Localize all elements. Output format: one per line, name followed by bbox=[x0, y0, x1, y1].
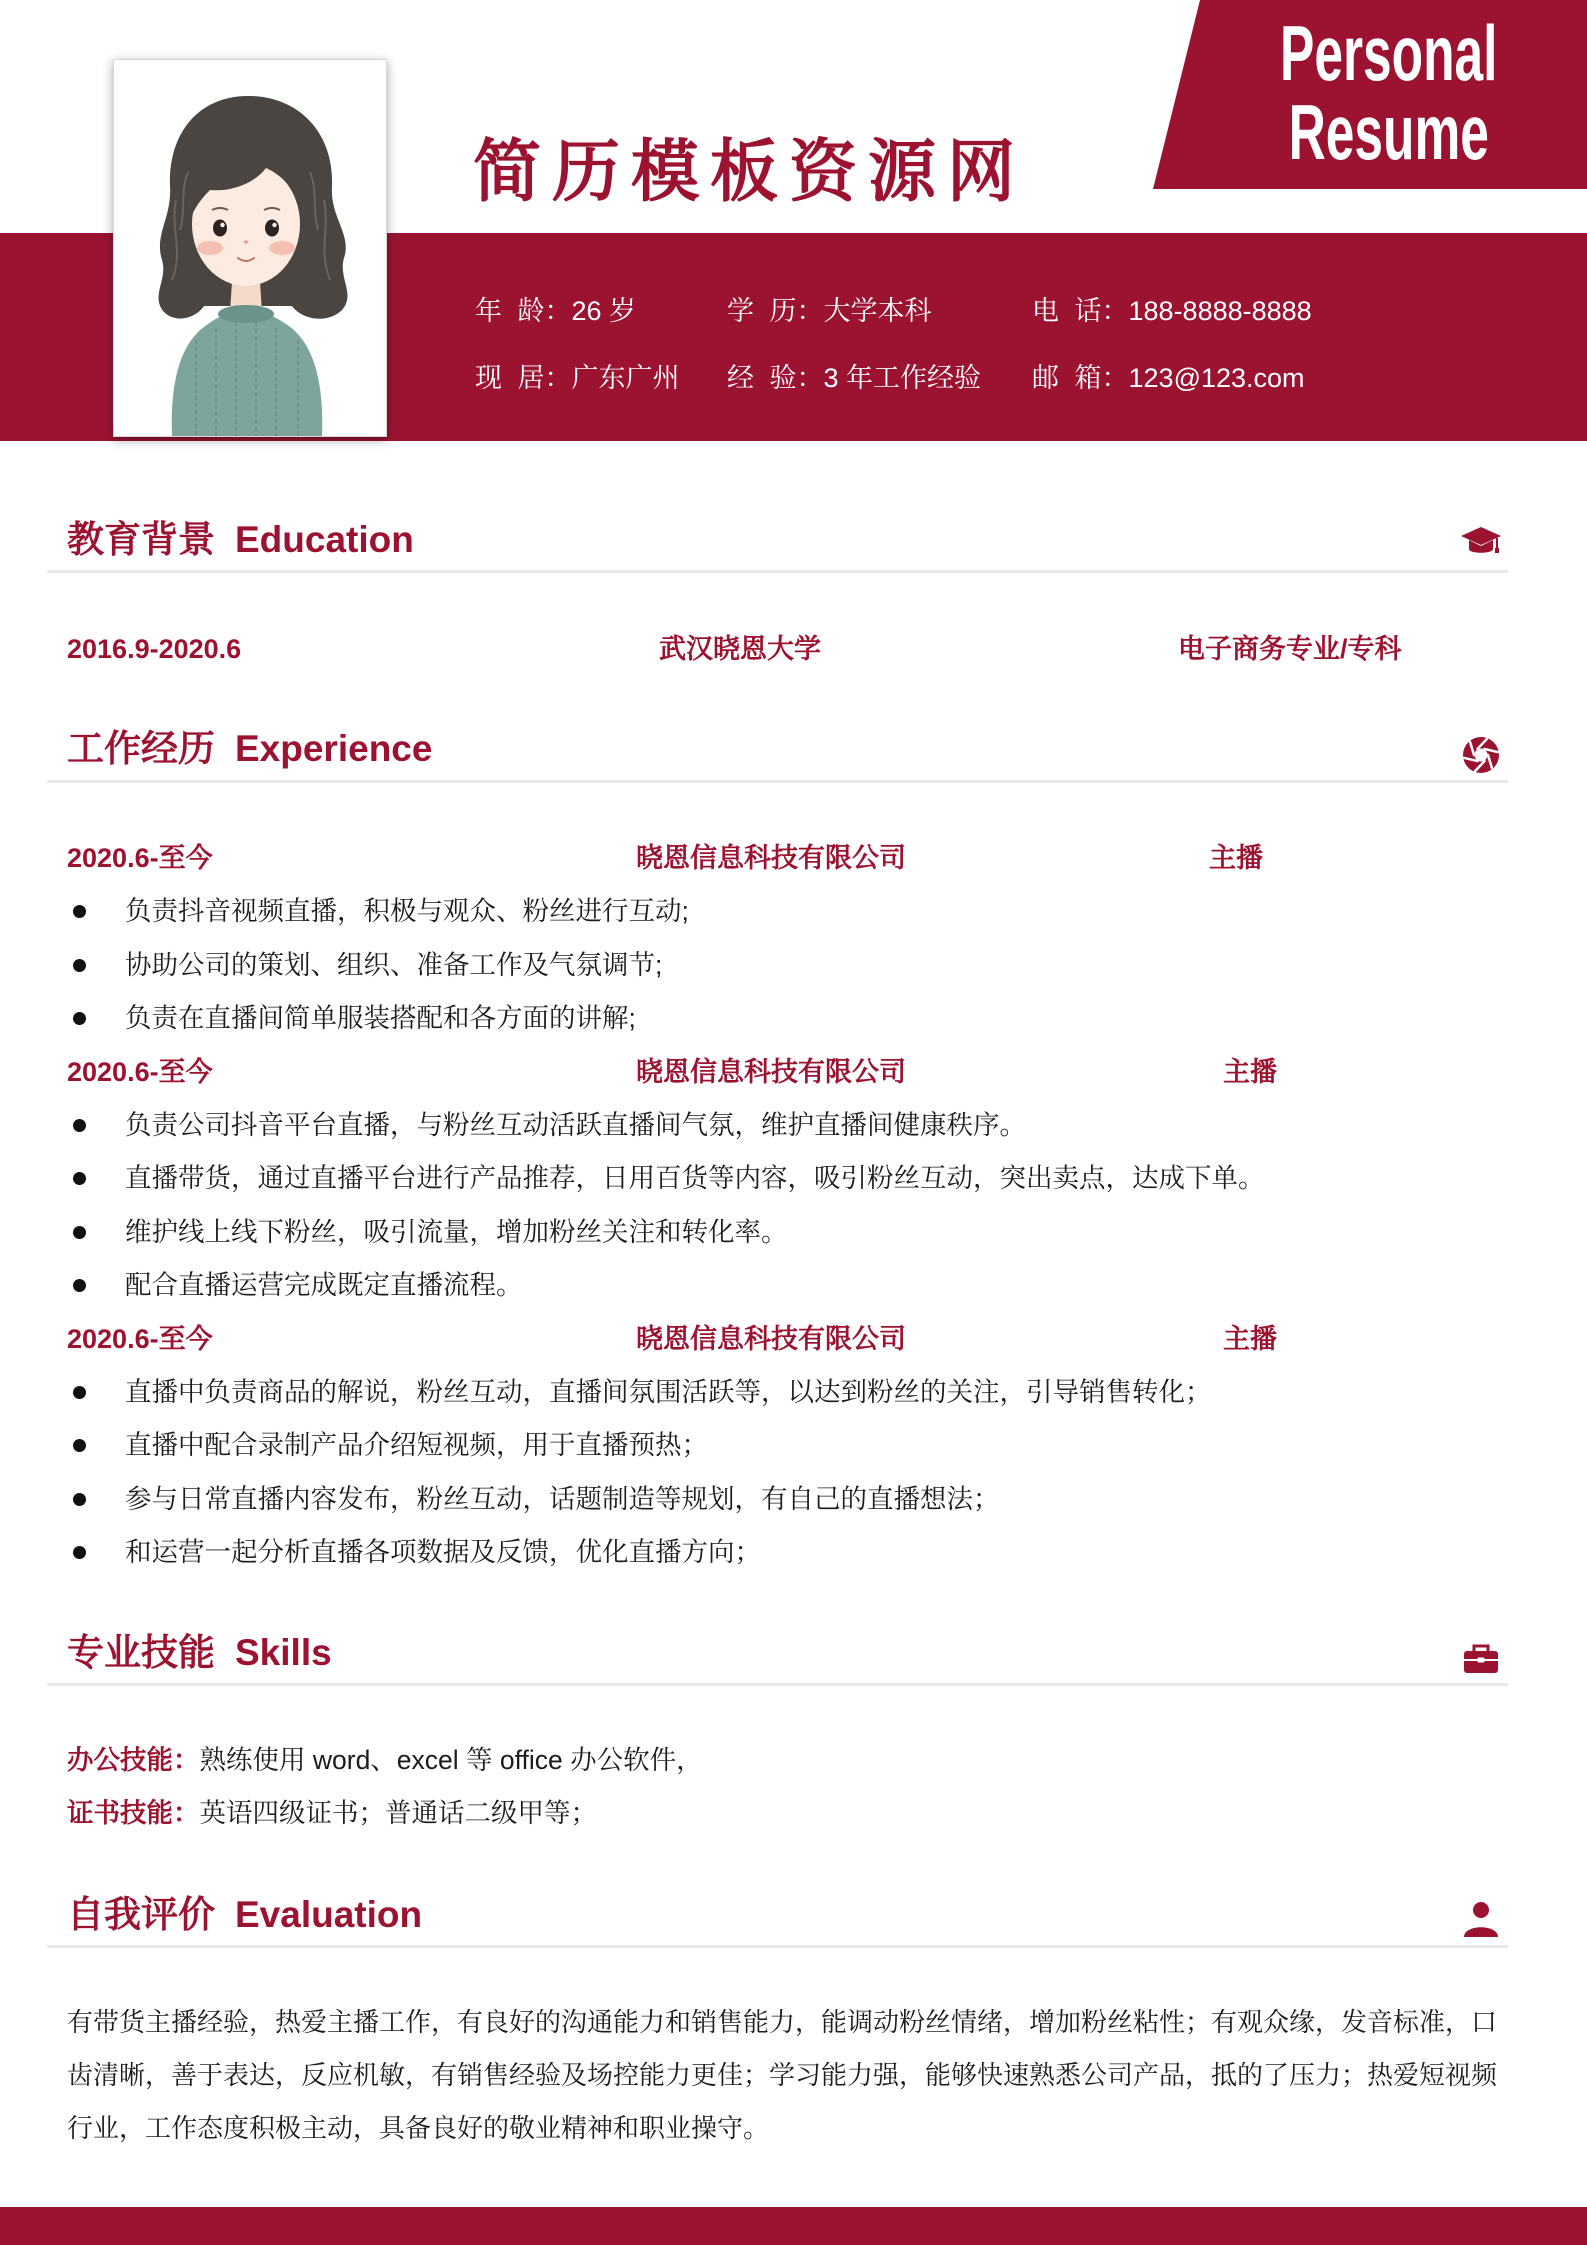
duty-item bbox=[0, 1526, 1587, 1579]
info-label: 电 话： bbox=[1032, 296, 1129, 326]
job-period: 2020.6-至今 bbox=[67, 1056, 213, 1087]
info-label: 经 验： bbox=[727, 363, 824, 393]
education-school: 武汉晓恩大学 bbox=[659, 634, 821, 664]
info-value: 188-8888-8888 bbox=[1128, 296, 1312, 326]
duty-text: 配合直播运营完成既定直播流程。 bbox=[125, 1270, 523, 1301]
graduation-cap-icon bbox=[1459, 519, 1503, 563]
info-phone bbox=[1032, 294, 1312, 328]
job-header bbox=[0, 1313, 1587, 1366]
avatar-illustration bbox=[114, 60, 386, 436]
duty-item bbox=[0, 1259, 1587, 1312]
sweater bbox=[172, 309, 322, 436]
skill-item bbox=[67, 1734, 1507, 1787]
skill-value: 英语四级证书；普通话二级甲等； bbox=[199, 1798, 597, 1828]
bullet-dot bbox=[73, 1226, 86, 1239]
skill-item bbox=[67, 1787, 1507, 1840]
section-title-en: Experience bbox=[235, 728, 433, 769]
section-title-en: Skills bbox=[235, 1632, 332, 1673]
skills-list bbox=[67, 1734, 1507, 1840]
duty-text: 直播中负责商品的解说，粉丝互动，直播间氛围活跃等，以达到粉丝的关注，引导销售转化； bbox=[125, 1376, 1212, 1407]
duty-text: 负责在直播间简单服装搭配和各方面的讲解; bbox=[125, 1003, 636, 1034]
badge-line-1: Personal bbox=[1280, 14, 1498, 97]
duty-item bbox=[0, 939, 1587, 992]
info-residence bbox=[475, 361, 680, 395]
job-period: 2020.6-至今 bbox=[67, 1323, 213, 1354]
info-value: 26 岁 bbox=[571, 296, 637, 326]
duty-item bbox=[0, 1206, 1587, 1259]
skill-value: 熟练使用 word、excel 等 office 办公软件， bbox=[199, 1745, 703, 1775]
job-company: 晓恩信息科技有限公司 bbox=[636, 843, 906, 873]
info-label: 学 历： bbox=[727, 296, 824, 326]
bullet-dot bbox=[73, 1386, 86, 1399]
section-title-experience bbox=[67, 727, 432, 771]
duty-text: 直播带货，通过直播平台进行产品推荐，日用百货等内容，吸引粉丝互动，突出卖点，达成下单。 bbox=[125, 1163, 1265, 1194]
duty-text: 和运营一起分析直播各项数据及反馈，优化直播方向； bbox=[125, 1537, 761, 1568]
skill-label: 证书技能： bbox=[67, 1798, 200, 1828]
education-major: 电子商务专业/专科 bbox=[1178, 634, 1402, 664]
job-header bbox=[0, 1046, 1587, 1099]
job-role: 主播 bbox=[1209, 843, 1263, 873]
section-divider bbox=[47, 780, 1508, 783]
section-title-cn: 教育背景 bbox=[67, 519, 215, 560]
profile-photo bbox=[113, 59, 387, 437]
footer-bar bbox=[0, 2207, 1587, 2245]
duty-text: 直播中配合录制产品介绍短视频，用于直播预热； bbox=[125, 1430, 708, 1461]
bullet-dot bbox=[73, 959, 86, 972]
section-title-en: Evaluation bbox=[235, 1894, 423, 1935]
self-evaluation-text: 有带货主播经验，热爱主播工作，有良好的沟通能力和销售能力，能调动粉丝情绪，增加粉丝粘性；有观众缘，发音标准，口齿清晰，善于表达，反应机敏，有销售经验及场控能力更佳；学习能力强，能够快速熟悉公司产品，抵的了压力；热爱短视频行业，工作态度积极主动，具备良好的敬业精神和职业操守。 bbox=[67, 2007, 1498, 2143]
duty-item bbox=[0, 885, 1587, 938]
duty-text: 维护线上线下粉丝，吸引流量，增加粉丝关注和转化率。 bbox=[125, 1216, 788, 1247]
skill-label: 办公技能： bbox=[67, 1745, 200, 1775]
info-value: 大学本科 bbox=[823, 296, 932, 326]
section-title-education bbox=[67, 518, 414, 562]
section-title-skills bbox=[67, 1631, 332, 1675]
bullet-dot bbox=[73, 1279, 86, 1292]
bullet-dot bbox=[73, 1546, 86, 1559]
info-label: 邮 箱： bbox=[1032, 363, 1129, 393]
section-title-evaluation bbox=[67, 1893, 422, 1937]
info-value: 3 年工作经验 bbox=[823, 363, 982, 393]
education-entry bbox=[0, 632, 1587, 666]
info-value: 广东广州 bbox=[571, 363, 680, 393]
job-company: 晓恩信息科技有限公司 bbox=[636, 1056, 906, 1087]
info-value: 123@123.com bbox=[1128, 363, 1305, 393]
section-divider bbox=[47, 570, 1508, 573]
duty-text: 负责抖音视频直播，积极与观众、粉丝进行互动; bbox=[125, 896, 689, 927]
section-title-en: Education bbox=[235, 519, 414, 560]
camera-aperture-icon bbox=[1459, 733, 1503, 777]
info-email bbox=[1032, 361, 1305, 395]
job-company: 晓恩信息科技有限公司 bbox=[636, 1323, 906, 1354]
toolbox-icon bbox=[1459, 1635, 1503, 1679]
bullet-dot bbox=[73, 1493, 86, 1506]
job-period: 2020.6-至今 bbox=[67, 843, 213, 873]
bullet-dot bbox=[73, 1119, 86, 1132]
page-title: 简历模板资源网 bbox=[473, 134, 1027, 210]
duty-item bbox=[0, 992, 1587, 1045]
user-icon bbox=[1459, 1897, 1503, 1941]
job-role: 主播 bbox=[1223, 1323, 1277, 1354]
duty-text: 负责公司抖音平台直播，与粉丝互动活跃直播间气氛，维护直播间健康秩序。 bbox=[125, 1109, 1026, 1140]
section-divider bbox=[47, 1945, 1508, 1948]
info-experience-years bbox=[727, 361, 981, 395]
bullet-dot bbox=[73, 905, 86, 918]
duty-item bbox=[0, 1152, 1587, 1205]
duty-item bbox=[0, 1473, 1587, 1526]
job-role: 主播 bbox=[1223, 1056, 1277, 1087]
info-age bbox=[475, 294, 636, 328]
info-education-level bbox=[727, 294, 932, 328]
experience-list bbox=[0, 832, 1587, 1579]
duty-text: 协助公司的策划、组织、准备工作及气氛调节; bbox=[125, 949, 663, 980]
education-period: 2016.9-2020.6 bbox=[67, 634, 242, 664]
section-title-cn: 专业技能 bbox=[67, 1632, 215, 1673]
bullet-dot bbox=[73, 1172, 86, 1185]
bullet-dot bbox=[73, 1012, 86, 1025]
section-title-cn: 自我评价 bbox=[67, 1894, 215, 1935]
job-header bbox=[0, 832, 1587, 885]
duty-text: 参与日常直播内容发布，粉丝互动，话题制造等规划，有自己的直播想法； bbox=[125, 1483, 1000, 1514]
section-divider bbox=[47, 1683, 1508, 1686]
duty-item bbox=[0, 1366, 1587, 1419]
section-title-cn: 工作经历 bbox=[67, 728, 215, 769]
bullet-dot bbox=[73, 1439, 86, 1452]
resume-badge-text bbox=[1209, 14, 1569, 172]
duty-item bbox=[0, 1419, 1587, 1472]
badge-line-2: Resume bbox=[1288, 88, 1490, 172]
info-label: 现 居： bbox=[475, 363, 572, 393]
info-label: 年 龄： bbox=[475, 296, 572, 326]
duty-item bbox=[0, 1099, 1587, 1152]
